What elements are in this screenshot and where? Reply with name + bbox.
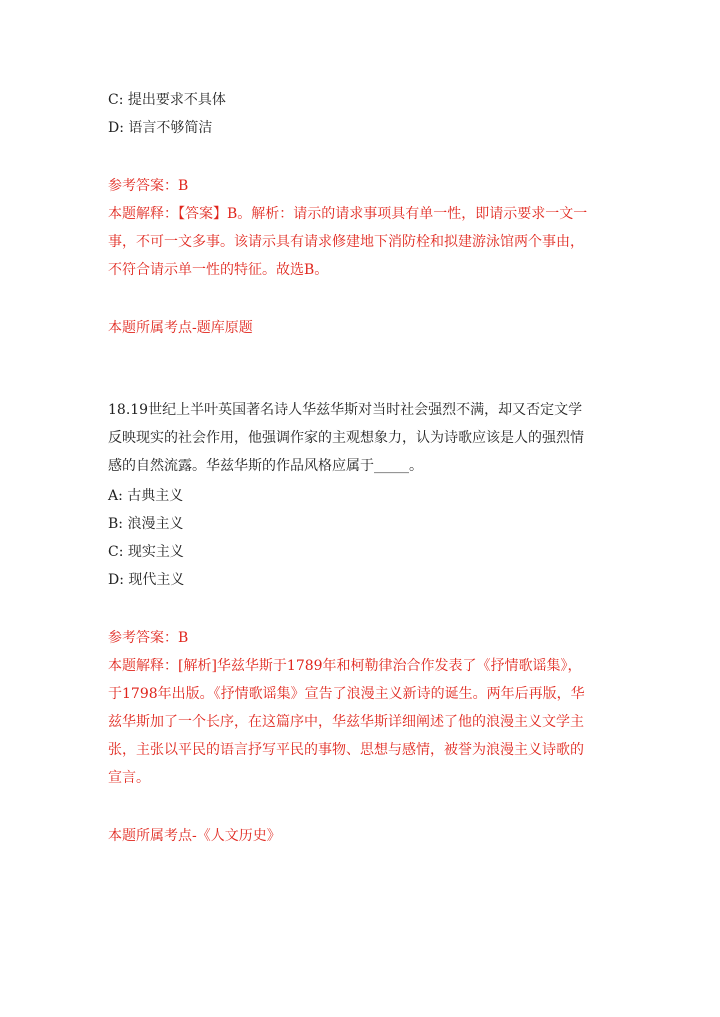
question-18-explanation-line-2: 于1798年出版。《抒情歌谣集》宣告了浪漫主义新诗的诞生。两年后再版，华: [108, 686, 585, 702]
question-18-option-c: C: 现实主义: [108, 544, 184, 560]
question-18-stem-line-2: 反映现实的社会作用，他强调作家的主观想象力，认为诗歌应该是人的强烈情: [108, 430, 584, 446]
question-18-option-d: D: 现代主义: [108, 572, 185, 588]
question-18-explanation-line-5: 宣言。: [108, 770, 150, 786]
question-18-option-b: B: 浪漫主义: [108, 516, 184, 532]
question-18-answer: 参考答案：B: [108, 630, 189, 646]
question-18-topic: 本题所属考点-《人文历史》: [108, 828, 281, 844]
question-18-explanation-line-3: 兹华斯加了一个长序，在这篇序中，华兹华斯详细阐述了他的浪漫主义文学主: [108, 714, 584, 730]
question-18-stem-line-1: 18.19世纪上半叶英国著名诗人华兹华斯对当时社会强烈不满，却又否定文学: [108, 402, 583, 418]
topic-line: 本题所属考点-题库原题: [108, 320, 253, 336]
explanation-line-2: 事，不可一文多事。该请示具有请求修建地下消防栓和拟建游泳馆两个事由，: [108, 234, 584, 250]
option-d: D: 语言不够简洁: [108, 120, 213, 136]
option-c: C: 提出要求不具体: [108, 92, 226, 108]
question-18-explanation-line-4: 张，主张以平民的语言抒写平民的事物、思想与感情，被誉为浪漫主义诗歌的: [108, 742, 584, 758]
explanation-line-1: 本题解释：【答案】B。解析：请示的请求事项具有单一性，即请示要求一文一: [108, 206, 588, 222]
question-18-stem-line-3: 感的自然流露。华兹华斯的作品风格应属于_____。: [108, 458, 423, 474]
answer-line: 参考答案：B: [108, 178, 189, 194]
question-18-explanation-line-1: 本题解释：[解析]华兹华斯于1789年和柯勒律治合作发表了《抒情歌谣集》，: [108, 658, 582, 674]
question-18-option-a: A: 古典主义: [108, 488, 184, 504]
explanation-line-3: 不符合请示单一性的特征。故选B。: [108, 262, 329, 278]
